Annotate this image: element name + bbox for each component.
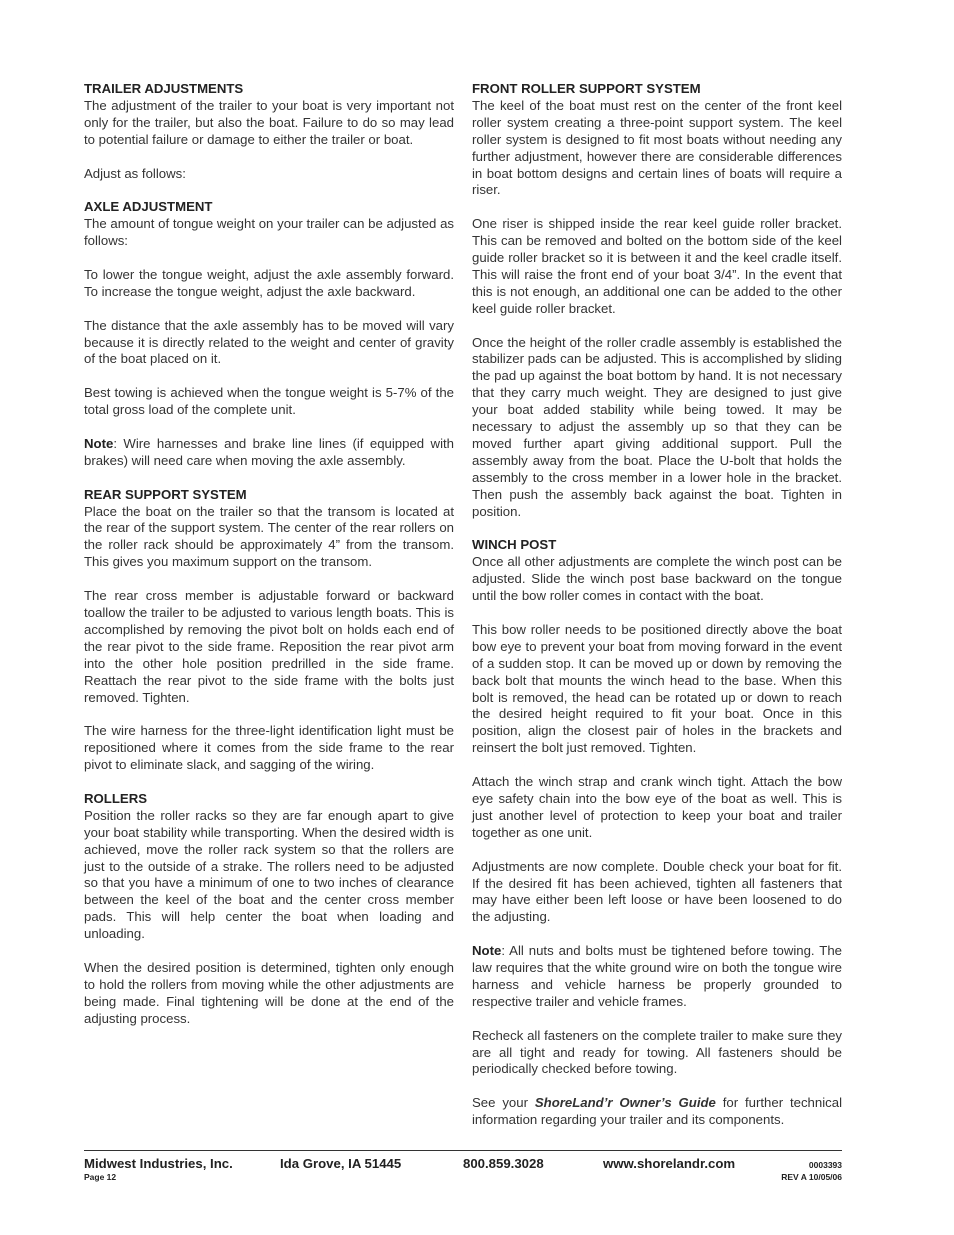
footer-phone: 800.859.3028 (463, 1156, 544, 1171)
note-label: Note (84, 435, 114, 451)
section-heading-winch-post: WINCH POST (472, 537, 557, 553)
section-heading-rear-support-system: REAR SUPPORT SYSTEM (84, 486, 247, 502)
owners-guide-paragraph (472, 1095, 842, 1129)
note-paragraph (84, 436, 454, 470)
paragraph: This bow roller needs to be positioned directly above the boat bow eye to prevent your boat from moving forward in the event of a sudden stop. It can be moved up or down by removing the back bolt that mounts the winch head to the base. When this bolt is removed, the head can be rotated up or down to reach the desired height required to fit your boat. Once in this position, align the closest pair of holes in the brackets and reinsert the bolt just removed. Tighten. (472, 621, 842, 756)
paragraph: The distance that the axle assembly has to be moved will vary because it is directly related to the weight and center of gravity of the boat placed on it. (84, 317, 454, 367)
note-text: : Wire harnesses and brake line lines (if equipped with brakes) will need care when moving the axle assembly. (84, 435, 454, 468)
footer-doc-number: 0003393 (808, 1160, 842, 1170)
paragraph: The wire harness for the three-light identification light must be repositioned where it comes from the side frame to the rear pivot to eliminate slack, and sagging of the wiring. (84, 723, 454, 773)
paragraph: Position the roller racks so they are far enough apart to give your boat stability while transporting. When the desired width is achieved, move the roller rack system so that the rollers are just to the outside of a strake. The rollers need to be adjusted so that you have a minimum of one to two inches of clearance between the keel of the boat and the center cross member pads. This will help center the boat when loading and unloading. (84, 807, 454, 942)
section-heading-front-roller-support-system: FRONT ROLLER SUPPORT SYSTEM (472, 81, 701, 96)
note-text: : All nuts and bolts must be tightened before towing. The law requires that the white ground wire on both the tongue wire harness and vehicle harness be properly grounded to respective trailer and vehicle frames. (472, 943, 842, 1009)
paragraph: Once all other adjustments are complete the winch post can be adjusted. Slide the winch post base backward on the tongue until the bow roller comes in contact with the boat. (472, 554, 842, 604)
section-heading-axle-adjustment: AXLE ADJUSTMENT (84, 199, 213, 215)
guide-text-post: for further technical information regarding your trailer and its components. (472, 1095, 843, 1128)
paragraph: The adjustment of the trailer to your boat is very important not only for the trailer, but also the boat. Failure to do so may lead to potential failure or damage to either the trailer or boat. (84, 97, 454, 147)
footer-company: Midwest Industries, Inc. (84, 1156, 233, 1171)
section-heading-trailer-adjustments: TRAILER ADJUSTMENTS (84, 81, 244, 96)
footer-website: www.shorelandr.com (603, 1156, 736, 1171)
footer-divider (84, 1150, 842, 1151)
paragraph: When the desired position is determined, tighten only enough to hold the rollers from moving while the other adjustments are being made. Final tightening will be done at the end of the adjusting process. (84, 959, 454, 1026)
owners-guide-title: ShoreLand’r Owner’s Guide (534, 1095, 716, 1111)
left-column (84, 81, 454, 1028)
section-heading-rollers: ROLLERS (84, 790, 148, 806)
paragraph: The rear cross member is adjustable forward or backward toallow the trailer to be adjusted to various length boats. This is accomplished by removing the pivot bolt on holds each end of the rear pivot to the side frame. Reposition the rear pivot arm into the other hole position predrilled in the side frame. Reattach the rear pivot to the side frame with the bolts just removed. Tighten. (84, 588, 454, 705)
paragraph: Place the boat on the trailer so that the transom is located at the rear of the support system. The center of the rear rollers on the roller rack should be approximately 4” from the transom. This gives you maximum support on the transom. (84, 503, 454, 570)
footer-revision: REV A 10/05/06 (781, 1172, 842, 1182)
paragraph: The keel of the boat must rest on the center of the front keel roller system creating a three-point support system. The keel roller system is designed to fit most boats without needing any further adjustment, however there are considerable differences in boat bottom designs and certain lines of boats will require a riser. (472, 97, 842, 198)
page-footer (84, 1155, 842, 1185)
footer-page-number: Page 12 (84, 1172, 117, 1182)
note-label: Note (472, 943, 502, 959)
paragraph: Adjust as follows: (84, 165, 186, 181)
right-column (472, 81, 842, 1129)
footer-city: Ida Grove, IA 51445 (280, 1156, 402, 1171)
paragraph: Once the height of the roller cradle assembly is established the stabilizer pads can be adjusted. This is accomplished by sliding the pad up against the boat bottom by hand. It is not necessary that they carry much weight. They are designed to just give your boat added stability while being towed. It may be necessary to adjust the assembly up so that they can be moved further apart giving additional support. Pull the assembly away from the boat. Place the U-bolt that holds the assembly to the cross member in a lower hole in the bracket. Then push the assembly back against the boat. Tighten in position. (472, 334, 842, 519)
paragraph: One riser is shipped inside the rear keel guide roller bracket. This can be removed and bolted on the bottom side of the keel guide roller bracket so it is between it and the keel cradle itself. This will raise the front end of your boat 3/4”. In the event that this is not enough, an additional one can be added to the other keel guide roller bracket. (472, 216, 842, 316)
paragraph: Best towing is achieved when the tongue weight is 5-7% of the total gross load of the complete unit. (84, 385, 454, 418)
paragraph: To lower the tongue weight, adjust the axle assembly forward. To increase the tongue weight, adjust the axle backward. (84, 266, 454, 299)
paragraph: Adjustments are now complete. Double check your boat for fit. If the desired fit has been achieved, tighten all fasteners that may have either been left loose or have been loosened to do the adjusting. (472, 858, 842, 925)
guide-text-pre: See your (472, 1095, 535, 1111)
paragraph: Recheck all fasteners on the complete trailer to make sure they are all tight and ready for towing. All fasteners should be periodically checked before towing. (472, 1027, 842, 1077)
paragraph: Attach the winch strap and crank winch tight. Attach the bow eye safety chain into the bow eye of the boat as well. This is just another level of protection to keep your boat and trailer together as one unit. (472, 774, 842, 840)
paragraph: The amount of tongue weight on your trailer can be adjusted as follows: (84, 216, 454, 249)
note-paragraph (472, 943, 842, 1011)
